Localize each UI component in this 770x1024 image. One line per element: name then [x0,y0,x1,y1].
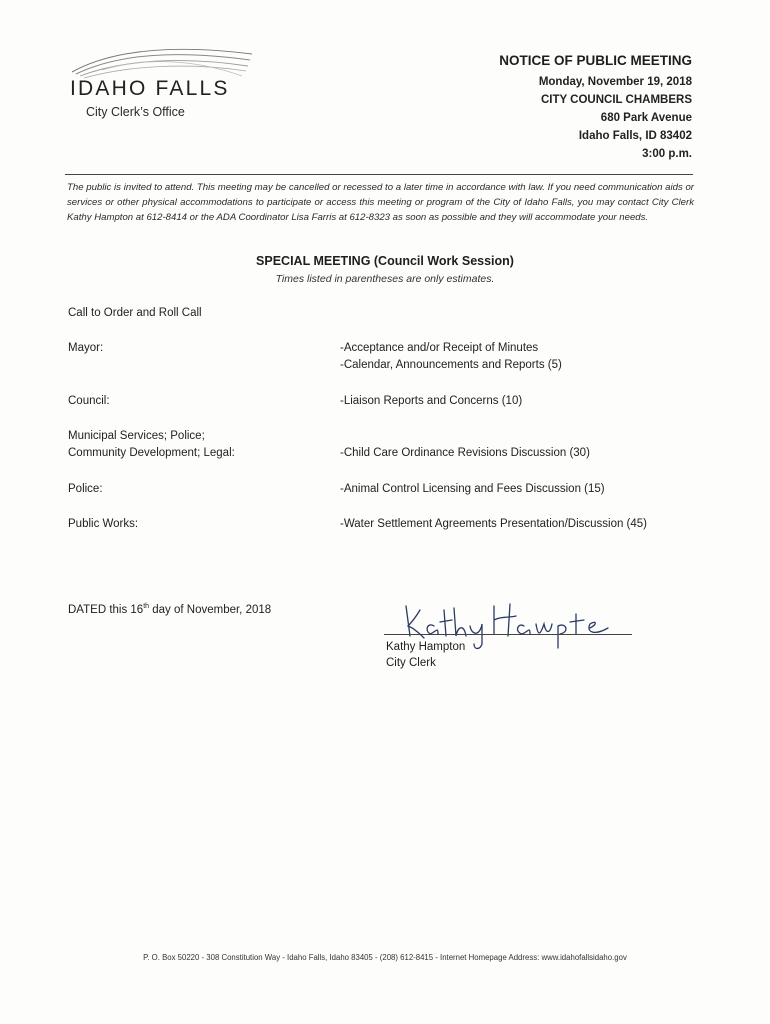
agenda-presenter-council: Council: [68,395,110,407]
dated-rest: day of November, 2018 [149,603,272,616]
dated-prefix: DATED this 16 [68,603,144,616]
agenda-presenter-community: Community Development; Legal: [68,447,235,459]
department-name: City Clerk’s Office [86,105,185,119]
header-divider [65,174,693,175]
meeting-city: Idaho Falls, ID 83402 [578,130,692,142]
meeting-location: CITY COUNCIL CHAMBERS [541,94,692,106]
dated-line [68,603,271,616]
meeting-time: 3:00 p.m. [642,148,692,160]
meeting-note: Times listed in parentheses are only estimates. [275,273,495,285]
logo-text: IDAHO FALLS [70,77,230,100]
call-to-order: Call to Order and Roll Call [68,307,202,319]
agenda-item-child-care: -Child Care Ordinance Revisions Discussion (30) [340,447,590,459]
meeting-type-heading: SPECIAL MEETING (Council Work Session) [256,254,514,268]
agenda-presenter-municipal: Municipal Services; Police; [68,430,205,442]
notice-title: NOTICE OF PUBLIC MEETING [499,53,692,68]
agenda-item-liaison: -Liaison Reports and Concerns (10) [340,395,523,407]
signer-name: Kathy Hampton [386,641,466,653]
signer-title: City Clerk [386,657,436,669]
meeting-date: Monday, November 19, 2018 [538,76,692,88]
idaho-falls-logo [62,40,262,102]
agenda-item-minutes: -Acceptance and/or Receipt of Minutes [340,342,539,354]
dated-ordinal: th [143,603,150,610]
agenda-item-calendar: -Calendar, Announcements and Reports (5) [340,359,562,371]
agenda-presenter-public-works: Public Works: [68,518,139,530]
agenda-item-water-settlement: -Water Settlement Agreements Presentation/Discussion (45) [340,518,648,530]
signature-line [384,634,632,635]
agenda-presenter-police: Police: [68,483,103,495]
disclaimer-text: The public is invited to attend. This meeting may be cancelled or recessed to a later time in accordance with law. If you need communication aids or services or other physical accommodations to participate or access this meeting or program of the City of Idaho Falls, you may contact City Clerk Kathy Hampton at 612-8414 or the ADA Coordinator Lisa Farris at 612-8323 as soon as possible and they will accommodate your needs. [67,182,694,223]
footer-address: P. O. Box 50220 - 308 Constitution Way - Idaho Falls, Idaho 83405 - (208) 612-8415 - Internet Homepage Address: www.idahofallsidaho.gov [143,953,627,962]
agenda-presenter-mayor: Mayor: [68,342,104,354]
agenda-item-animal-control: -Animal Control Licensing and Fees Discussion (15) [340,483,605,495]
meeting-street: 680 Park Avenue [600,112,692,124]
